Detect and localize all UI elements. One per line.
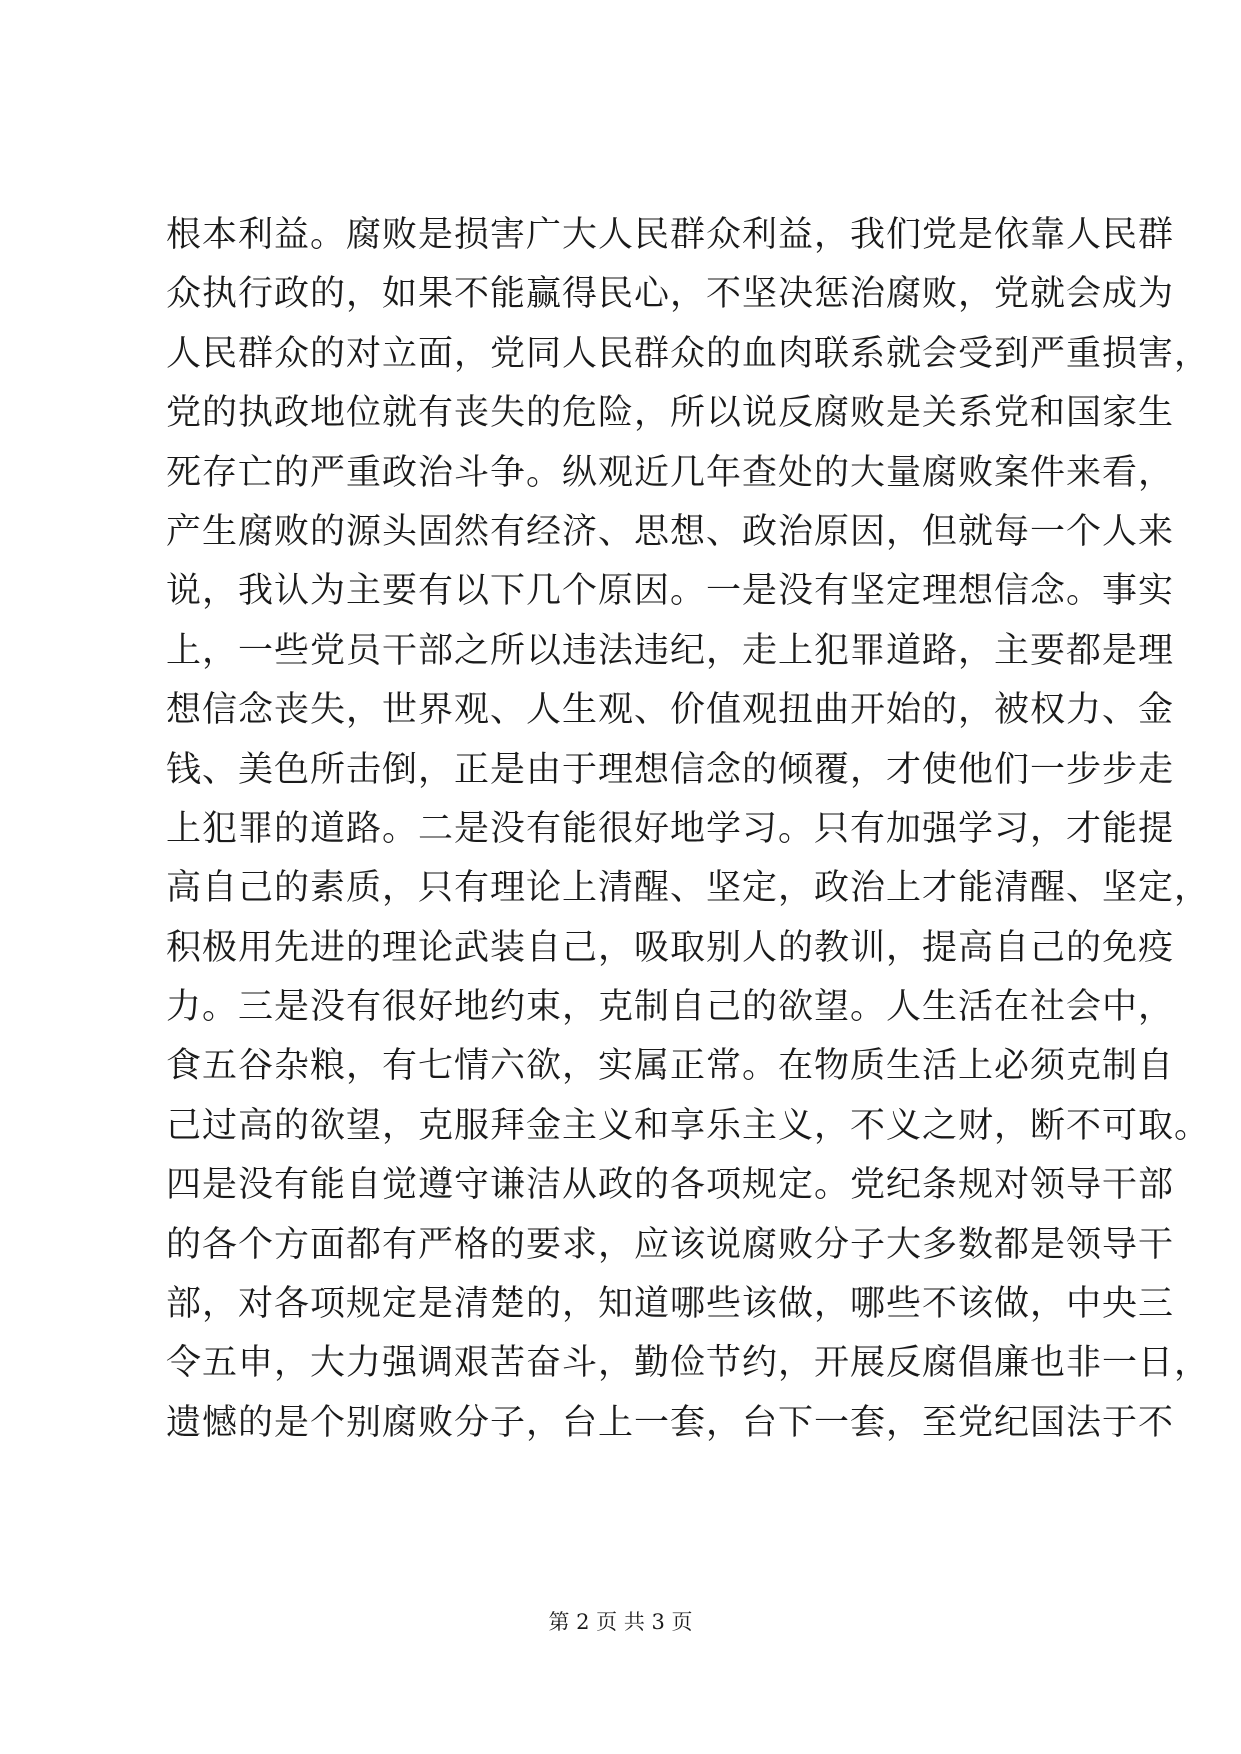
- body-text: [166, 206, 1211, 1453]
- page-number-footer: 第 2 页 共 3 页: [548, 1610, 693, 1634]
- text-line: 遗憾的是个别腐败分子，台上一套，台下一套，至党纪国法于不: [166, 1402, 1175, 1443]
- text-line: 人民群众的对立面，党同人民群众的血肉联系就会受到严重损害，: [166, 333, 1211, 374]
- text-line: 死存亡的严重政治斗争。纵观近几年查处的大量腐败案件来看，: [166, 452, 1175, 493]
- text-line: 食五谷杂粮，有七情六欲，实属正常。在物质生活上必须克制自: [166, 1046, 1175, 1087]
- text-line: 想信念丧失，世界观、人生观、价值观扭曲开始的，被权力、金: [166, 690, 1175, 731]
- text-line: 上犯罪的道路。二是没有能很好地学习。只有加强学习，才能提: [166, 808, 1175, 849]
- text-line: 众执行政的，如果不能赢得民心，不坚决惩治腐败，党就会成为: [166, 274, 1175, 315]
- text-line: 四是没有能自觉遵守谦洁从政的各项规定。党纪条规对领导干部: [166, 1165, 1175, 1206]
- text-line: 钱、美色所击倒，正是由于理想信念的倾覆，才使他们一步步走: [166, 749, 1175, 790]
- text-line: 己过高的欲望，克服拜金主义和享乐主义，不义之财，断不可取。: [166, 1105, 1211, 1146]
- text-line: 根本利益。腐败是损害广大人民群众利益，我们党是依靠人民群: [166, 215, 1175, 255]
- text-line: 党的执政地位就有丧失的危险，所以说反腐败是关系党和国家生: [166, 393, 1175, 434]
- text-line: 令五申，大力强调艰苦奋斗，勤俭节约，开展反腐倡廉也非一日，: [166, 1343, 1211, 1384]
- text-line: 产生腐败的源头固然有经济、思想、政治原因，但就每一个人来: [166, 511, 1175, 552]
- text-line: 的各个方面都有严格的要求，应该说腐败分子大多数都是领导干: [166, 1224, 1175, 1265]
- text-line: 力。三是没有很好地约束，克制自己的欲望。人生活在社会中，: [166, 987, 1175, 1028]
- text-line: 积极用先进的理论武装自己，吸取别人的教训，提高自己的免疫: [166, 927, 1175, 968]
- text-line: 高自己的素质，只有理论上清醒、坚定，政治上才能清醒、坚定，: [166, 868, 1211, 909]
- text-line: 上，一些党员干部之所以违法违纪，走上犯罪道路，主要都是理: [166, 630, 1175, 671]
- text-line: 说，我认为主要有以下几个原因。一是没有坚定理想信念。事实: [166, 571, 1175, 612]
- text-line: 部，对各项规定是清楚的，知道哪些该做，哪些不该做，中央三: [166, 1284, 1175, 1325]
